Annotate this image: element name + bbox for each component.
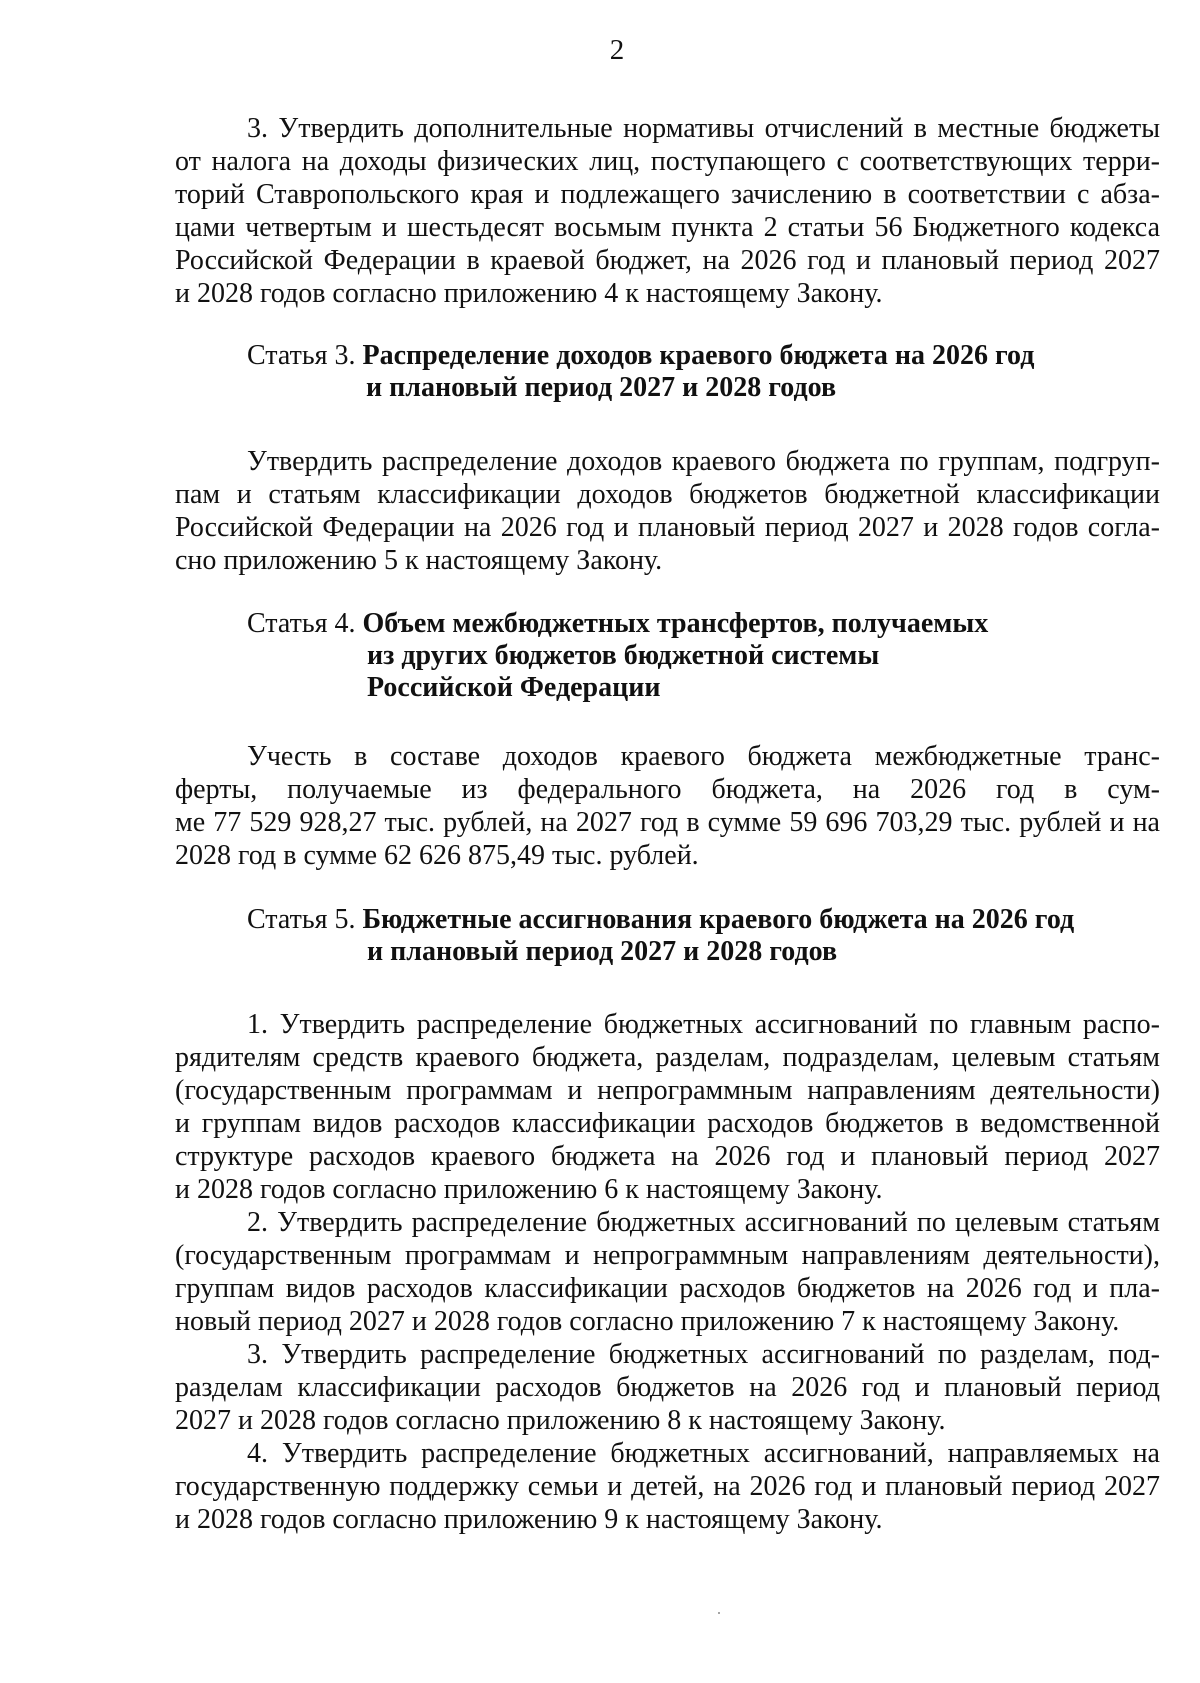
article-4-body — [175, 740, 1160, 872]
text-line: цами четвертым и шестьдесят восьмым пункта 2 статьи 56 Бюджетного кодекса — [175, 212, 1160, 243]
text-line: торий Ставропольского края и подлежащего зачислению в соответствии с абза- — [175, 179, 1160, 210]
text-line: 1. Утвердить распределение бюджетных ассигнований по главным распо- — [247, 1009, 1160, 1040]
article-title-continuation: Российской Федерации — [367, 672, 661, 703]
text-line: и 2028 годов согласно приложению 4 к настоящему Закону. — [175, 278, 883, 309]
article-title: Бюджетные ассигнования краевого бюджета на 2026 год — [362, 904, 1075, 935]
text-line: и группам видов расходов классификации расходов бюджетов в ведомственной — [175, 1108, 1160, 1139]
text-line: 4. Утвердить распределение бюджетных ассигнований, направляемых на — [247, 1438, 1160, 1469]
text-line: и 2028 годов согласно приложению 6 к настоящему Закону. — [175, 1174, 883, 1205]
scan-artifact-dot — [718, 1612, 720, 1614]
text-line: Российской Федерации в краевой бюджет, на 2026 год и плановый период 2027 — [175, 245, 1160, 276]
text-line: (государственным программам и непрограммным направлениям деятельности) — [175, 1075, 1160, 1106]
article-3-heading — [247, 340, 1034, 404]
text-line: 2. Утвердить распределение бюджетных ассигнований по целевым статьям — [247, 1207, 1160, 1238]
text-line: группам видов расходов классификации расходов бюджетов на 2026 год и пла- — [175, 1273, 1160, 1304]
text-line: пам и статьям классификации доходов бюджетов бюджетной классификации — [175, 479, 1160, 510]
article-title-continuation: из других бюджетов бюджетной системы — [367, 640, 880, 671]
text-line: структуре расходов краевого бюджета на 2026 год и плановый период 2027 — [175, 1141, 1160, 1172]
text-line: Учесть в составе доходов краевого бюджета межбюджетные транс- — [247, 741, 1160, 772]
text-line: 3. Утвердить распределение бюджетных ассигнований по разделам, под- — [247, 1339, 1160, 1370]
text-line: государственную поддержку семьи и детей, на 2026 год и плановый период 2027 — [175, 1471, 1160, 1502]
text-line: новый период 2027 и 2028 годов согласно приложению 7 к настоящему Закону. — [175, 1306, 1120, 1337]
text-line: 3. Утвердить дополнительные нормативы отчислений в местные бюджеты — [247, 113, 1160, 144]
text-line: Утвердить распределение доходов краевого бюджета по группам, подгруп- — [247, 446, 1160, 477]
paragraph-3 — [175, 112, 1160, 310]
article-title: Распределение доходов краевого бюджета на 2026 год — [362, 340, 1035, 371]
article-title: Объем межбюджетных трансфертов, получаемых — [362, 608, 989, 639]
article-5-heading — [247, 904, 1074, 968]
text-line: 2028 год в сумме 62 626 875,49 тыс. рублей. — [175, 840, 699, 871]
text-line: разделам классификации расходов бюджетов на 2026 год и плановый период — [175, 1372, 1160, 1403]
text-line: ме 77 529 928,27 тыс. рублей, на 2027 год в сумме 59 696 703,29 тыс. рублей и на — [175, 807, 1160, 838]
text-line: от налога на доходы физических лиц, поступающего с соответствующих терри- — [175, 146, 1160, 177]
article-4-heading — [247, 608, 988, 704]
text-line: ферты, получаемые из федерального бюджета, на 2026 год в сум- — [175, 774, 1160, 805]
article-title-continuation: и плановый период 2027 и 2028 годов — [366, 372, 837, 403]
text-line: (государственным программам и непрограммным направлениям деятельности), — [175, 1240, 1160, 1271]
text-line: и 2028 годов согласно приложению 9 к настоящему Закону. — [175, 1504, 883, 1535]
article-5-body — [175, 1008, 1160, 1536]
article-title-continuation: и плановый период 2027 и 2028 годов — [367, 936, 838, 967]
text-line: сно приложению 5 к настоящему Закону. — [175, 545, 663, 576]
article-number: Статья 3. — [247, 340, 356, 371]
article-3-body — [175, 445, 1160, 577]
article-number: Статья 4. — [247, 608, 356, 639]
page-number: 2 — [609, 34, 625, 66]
text-line: рядителям средств краевого бюджета, разделам, подразделам, целевым статьям — [175, 1042, 1160, 1073]
text-line: 2027 и 2028 годов согласно приложению 8 к настоящему Закону. — [175, 1405, 946, 1436]
article-number: Статья 5. — [247, 904, 356, 935]
text-line: Российской Федерации на 2026 год и плановый период 2027 и 2028 годов согла- — [175, 512, 1160, 543]
